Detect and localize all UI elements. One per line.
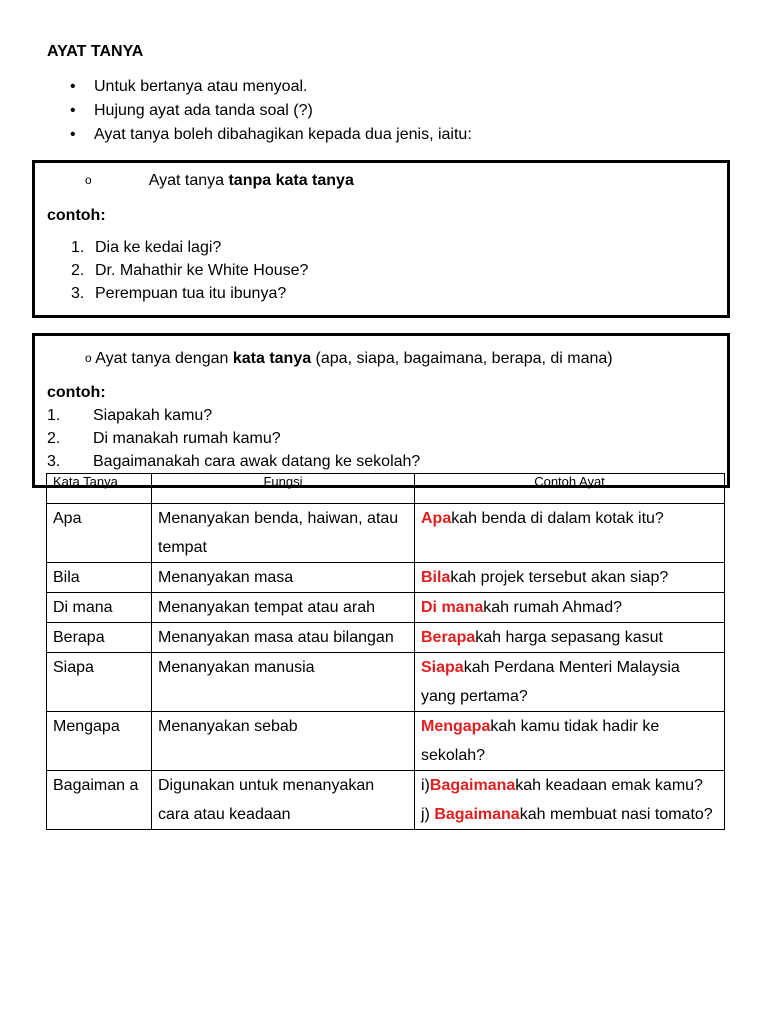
table-row bbox=[47, 712, 725, 771]
highlight-kata: Bagaimana bbox=[429, 777, 516, 794]
table-header-row bbox=[47, 474, 725, 504]
list-item: 3. Bagaimanakah cara awak datang ke sekolah? bbox=[47, 453, 421, 470]
cell-contoh: Siapakah Perdana Menteri Malaysia yang pertama? bbox=[415, 653, 725, 712]
list-item: 3. Perempuan tua itu ibunya? bbox=[71, 285, 287, 302]
box2-heading-rest: (apa, siapa, bagaimana, berapa, di mana) bbox=[311, 350, 613, 367]
box2-heading bbox=[85, 350, 613, 368]
bullet-list bbox=[70, 77, 472, 149]
cell-fungsi: Menanyakan manusia bbox=[152, 653, 415, 712]
list-item: 1. Dia ke kedai lagi? bbox=[71, 239, 222, 256]
table-row bbox=[47, 593, 725, 623]
box1-example-list bbox=[71, 238, 308, 307]
box2-heading-plain: Ayat tanya dengan bbox=[95, 350, 233, 367]
box2-contoh-label: contoh: bbox=[47, 384, 106, 401]
cell-fungsi: Menanyakan masa bbox=[152, 563, 415, 593]
highlight-kata: Mengapa bbox=[421, 718, 491, 735]
highlight-kata: Bagaimana bbox=[434, 806, 520, 823]
cell-fungsi: Menanyakan tempat atau arah bbox=[152, 593, 415, 623]
cell-contoh: Di manakah rumah Ahmad? bbox=[415, 593, 725, 623]
highlight-kata: Siapa bbox=[421, 659, 464, 676]
bullet-item: • Untuk bertanya atau menyoal. bbox=[70, 77, 472, 101]
box-tanpa-kata-tanya bbox=[32, 160, 730, 318]
box1-contoh-label: contoh: bbox=[47, 207, 106, 224]
cell-kata: Di mana bbox=[47, 593, 152, 623]
header-fungsi: Fungsi bbox=[152, 474, 415, 504]
box2-heading-bold: kata tanya bbox=[232, 350, 312, 367]
highlight-kata: Berapa bbox=[421, 629, 476, 646]
highlight-kata: Di mana bbox=[421, 599, 484, 616]
page-title: AYAT TANYA bbox=[47, 43, 144, 60]
cell-kata: Siapa bbox=[47, 653, 152, 712]
highlight-kata: Bila bbox=[421, 569, 451, 586]
cell-fungsi: Digunakan untuk menanyakan cara atau keadaan bbox=[152, 771, 415, 830]
table-row bbox=[47, 771, 725, 830]
cell-fungsi: Menanyakan masa atau bilangan bbox=[152, 623, 415, 653]
bullet-item: • Hujung ayat ada tanda soal (?) bbox=[70, 101, 472, 125]
cell-kata: Bagaiman a bbox=[47, 771, 152, 830]
table-row bbox=[47, 563, 725, 593]
circle-bullet-icon: o bbox=[85, 173, 92, 187]
cell-kata: Berapa bbox=[47, 623, 152, 653]
list-item: 2. Dr. Mahathir ke White House? bbox=[71, 262, 309, 279]
bullet-item: • Ayat tanya boleh dibahagikan kepada dua jenis, iaitu: bbox=[70, 125, 472, 149]
table-row bbox=[47, 504, 725, 563]
box2-example-list bbox=[47, 406, 420, 475]
header-kata-tanya: Kata Tanya bbox=[47, 474, 152, 504]
table-row bbox=[47, 623, 725, 653]
highlight-kata: Apa bbox=[421, 510, 452, 527]
cell-kata: Bila bbox=[47, 563, 152, 593]
cell-contoh: Mengapakah kamu tidak hadir ke sekolah? bbox=[415, 712, 725, 771]
list-item: 2. Di manakah rumah kamu? bbox=[47, 430, 281, 447]
cell-fungsi: Menanyakan sebab bbox=[152, 712, 415, 771]
table-row bbox=[47, 653, 725, 712]
box-dengan-kata-tanya bbox=[32, 333, 730, 488]
list-item: 1. Siapakah kamu? bbox=[47, 407, 213, 424]
cell-contoh: Berapakah harga sepasang kasut bbox=[415, 623, 725, 653]
cell-fungsi: Menanyakan benda, haiwan, atau tempat bbox=[152, 504, 415, 563]
cell-kata: Apa bbox=[47, 504, 152, 563]
cell-kata: Mengapa bbox=[47, 712, 152, 771]
cell-contoh: Bilakah projek tersebut akan siap? bbox=[415, 563, 725, 593]
kata-tanya-table bbox=[46, 473, 725, 830]
box1-heading bbox=[85, 172, 354, 190]
box1-heading-plain: Ayat tanya bbox=[148, 172, 229, 189]
cell-contoh: i)Bagaimanakah keadaan emak kamu? j) Bagaimanakah membuat nasi tomato? bbox=[415, 771, 725, 830]
header-contoh-ayat: Contoh Ayat bbox=[415, 474, 725, 504]
box1-heading-bold: tanpa kata tanya bbox=[228, 172, 354, 189]
cell-contoh: Apakah benda di dalam kotak itu? bbox=[415, 504, 725, 563]
circle-bullet-icon: o bbox=[85, 351, 92, 365]
